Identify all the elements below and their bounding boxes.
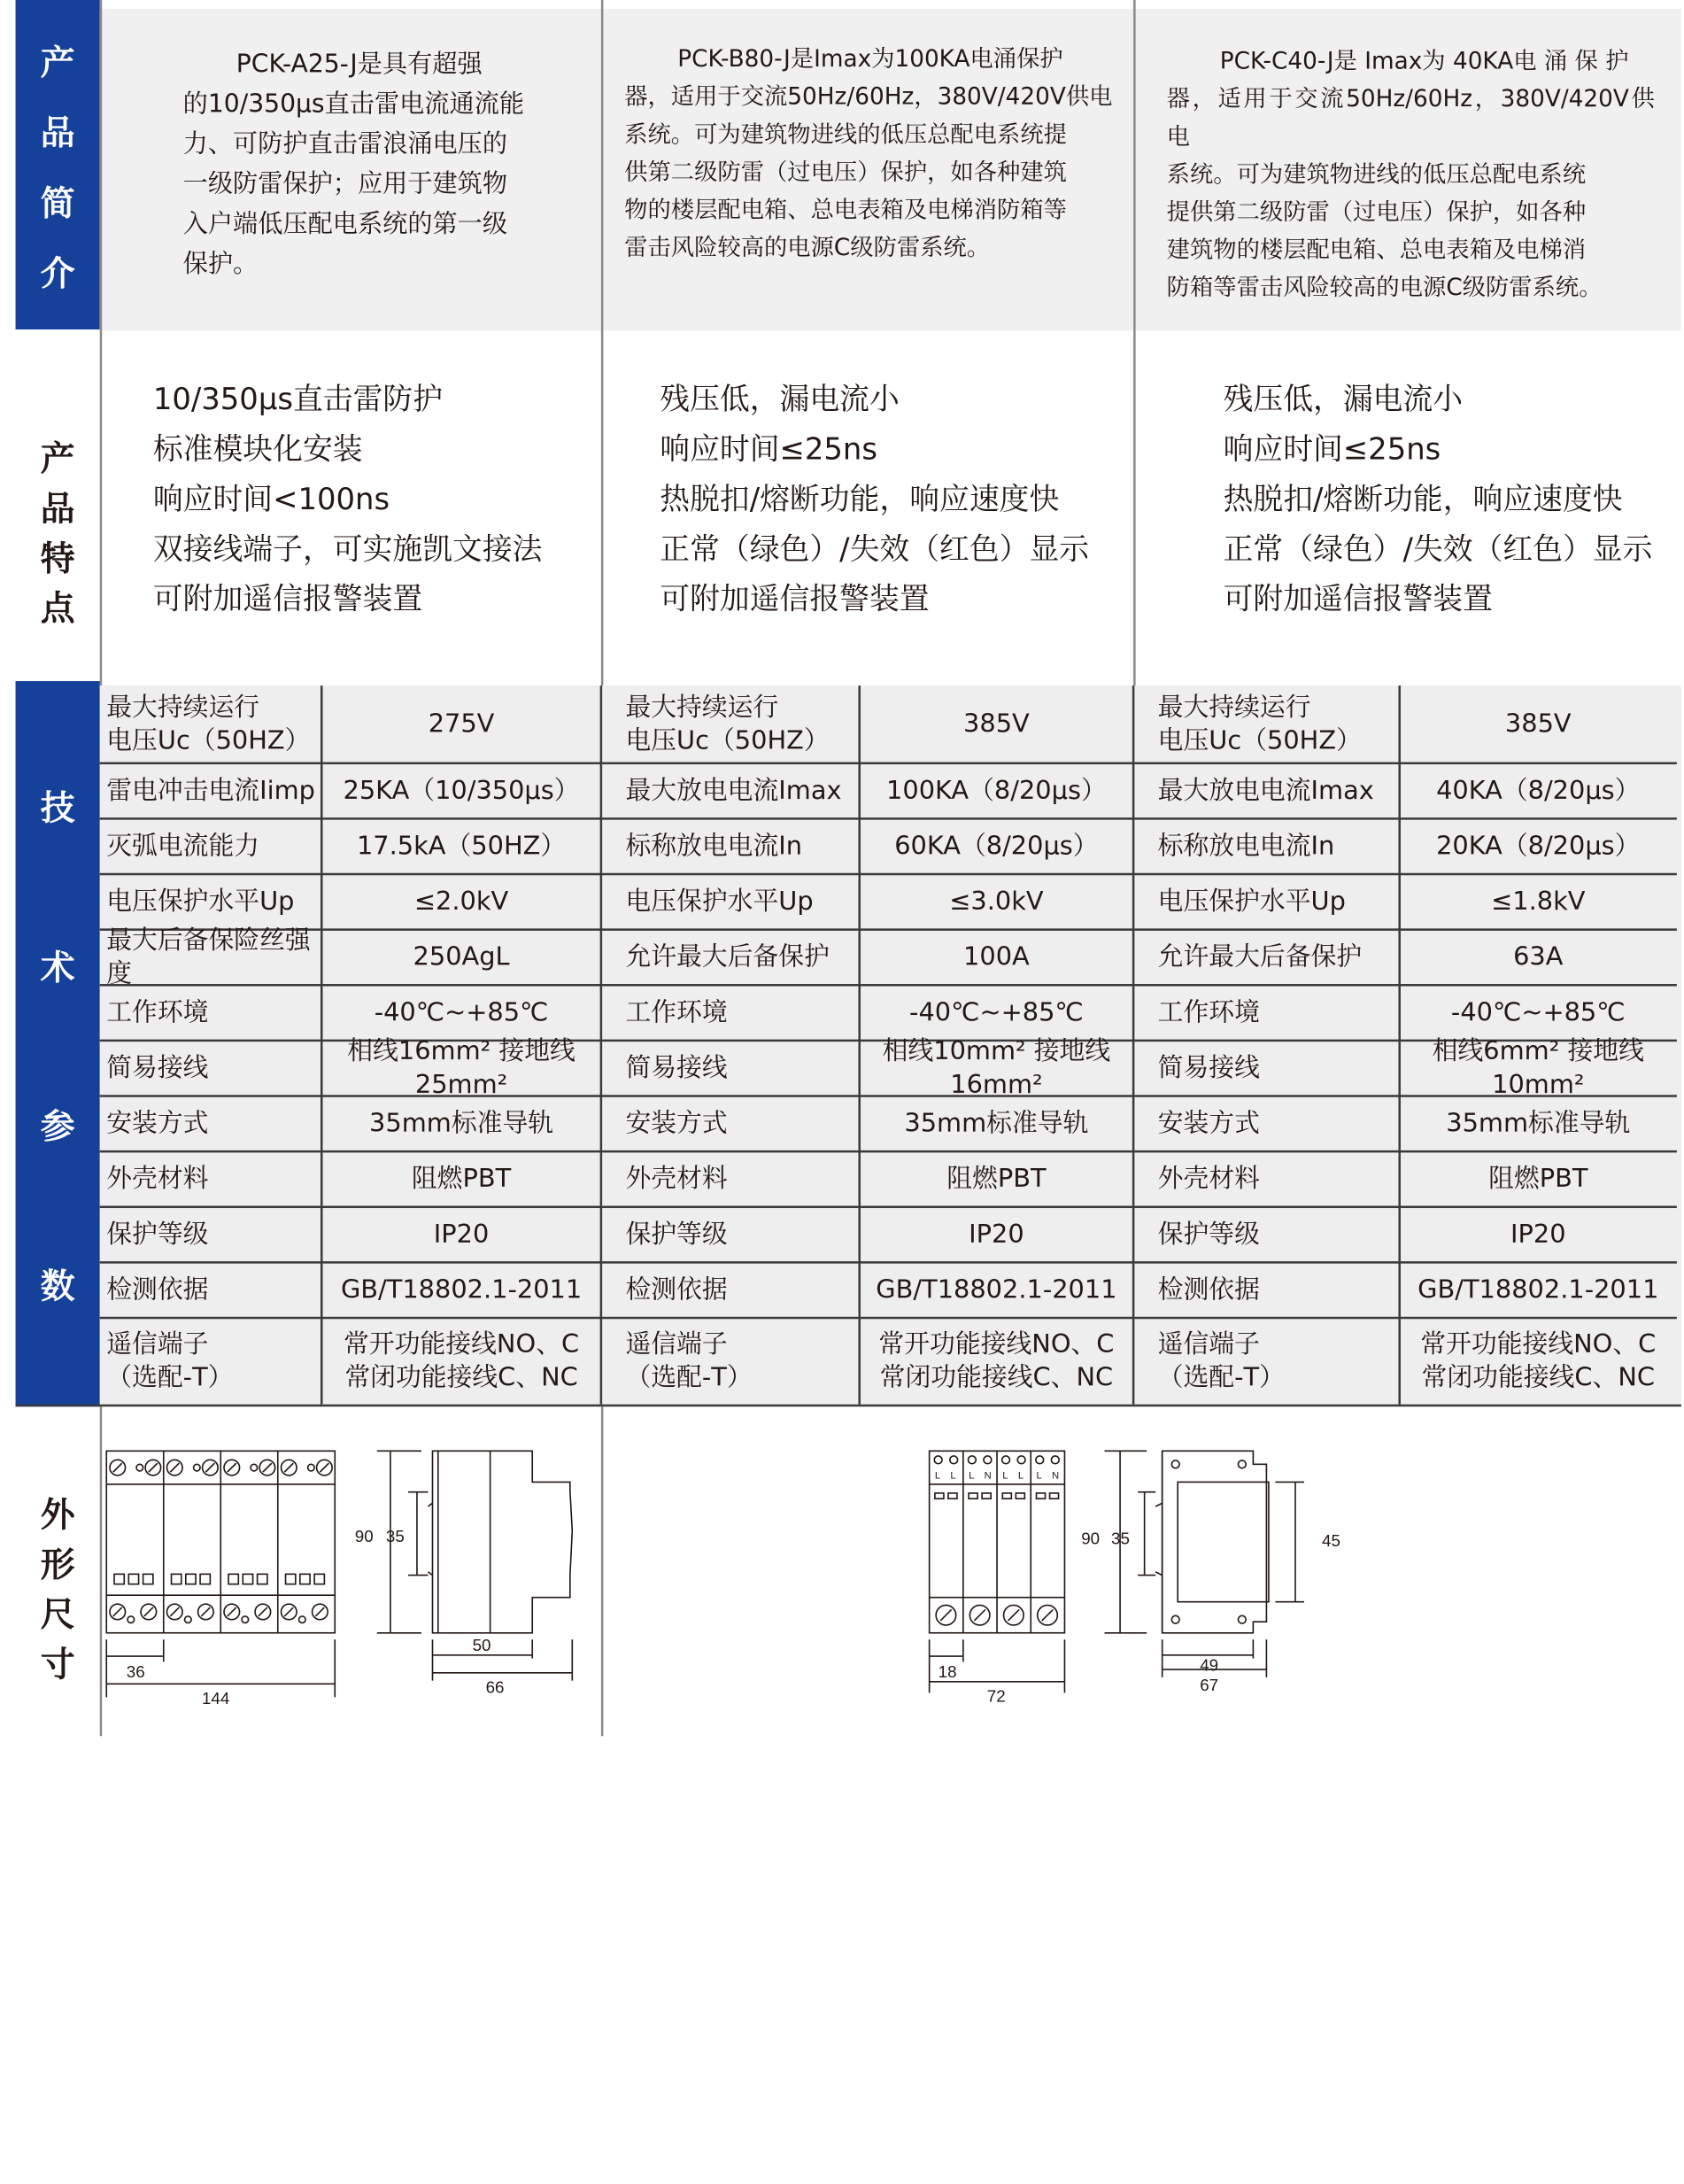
dim-label: 18 [938,1661,957,1681]
dim-label: 66 [485,1677,505,1697]
section-char: 特 [40,538,75,579]
dim-label: 72 [986,1686,1006,1706]
spec-value: GB/T18802.1-2011 [876,1275,1117,1305]
spec-label: 最大持续运行 电压Uc（50HZ） [106,693,311,755]
spec-value: 25KA（10/350μs） [343,776,580,806]
section-char: 品 [40,489,75,530]
spec-label: 遥信端子 （选配-T） [106,1329,234,1392]
spec-label: 最大放电电流Imax [625,776,842,806]
spec-value: 275V [428,709,495,740]
spec-label: 电压保护水平Up [106,887,295,917]
indicator-window [114,1574,124,1584]
spec-value: 阻燃PBT [411,1165,512,1194]
spec-value: ≤2.0kV [413,887,509,917]
terminal-screw [299,1616,306,1623]
intro-text-c [1167,43,1655,306]
spec-value: 20KA（8/20μs） [1436,832,1641,861]
terminal-screw [308,1464,315,1471]
spec-label: 安装方式 [1157,1109,1260,1139]
terminal-label: L [934,1470,941,1482]
intro-line: 器，适用于交流50Hz/60Hz，380V/420V供电 [1166,85,1655,151]
features-c [1224,375,1653,624]
section-char: 形 [40,1545,75,1585]
spec-label: 工作环境 [1157,998,1260,1027]
terminal-screw [127,1616,135,1623]
indicator-window [935,1493,944,1499]
spec-value: 250AgL [413,942,510,972]
terminal-label: L [950,1470,956,1482]
spec-label: 标称放电电流In [1157,832,1335,861]
intro-line: 入户端低压配电系统的第一级 [182,209,508,239]
section-tech [16,681,100,1406]
spec-label: 允许最大后备保护 [1157,942,1363,972]
spec-label: 外壳材料 [106,1165,209,1194]
feature-item: 可附加遥信报警装置 [1223,582,1493,617]
terminal-screw [934,1456,942,1464]
indicator-window [128,1574,138,1584]
section-char: 品 [40,113,75,154]
feature-item: 可附加遥信报警装置 [152,582,423,617]
intro-line: 提供第二级防雷（过电压）保护，如各种 [1166,198,1587,226]
spec-label: 最大放电电流Imax [1157,776,1374,806]
spec-value: 17.5kA（50HZ） [356,832,567,861]
features-a [153,375,543,624]
spec-value: 40KA（8/20μs） [1436,776,1641,806]
spec-value: 常开功能接线NO、C 常闭功能接线C、NC [878,1329,1115,1392]
indicator-window [143,1574,153,1584]
indicator-window [286,1574,296,1584]
intro-line: 雷击风险较高的电源C级防雷系统。 [624,234,991,261]
dimension-drawing-left [100,1431,601,1736]
terminal-label: N [984,1470,992,1482]
spec-value: -40℃~+85℃ [909,998,1084,1027]
spec-label: 工作环境 [625,998,728,1027]
table-bottom-line [16,1405,1681,1407]
intro-line: 的10/350μs直击雷电流通流能 [182,89,525,120]
spec-value: 相线10mm² 接地线16mm² [882,1037,1111,1100]
feature-item: 正常（绿色）/失效（红色）显示 [660,532,1090,568]
indicator-window [969,1493,977,1499]
feature-item: 响应时间≤25ns [1223,432,1441,468]
section-char: 寸 [40,1645,75,1685]
spec-value: 385V [963,709,1030,740]
intro-line: 系统。可为建筑物进线的低压总配电系统 [1166,160,1587,188]
section-intro [16,0,100,329]
section-char: 产 [40,439,75,480]
terminal-screw [1051,1456,1059,1464]
feature-item: 热脱扣/熔断功能，响应速度快 [1223,482,1623,517]
dim-label: 90 [354,1527,374,1546]
spec-label: 安装方式 [106,1109,209,1139]
indicator-window [1050,1493,1059,1499]
feature-item: 热脱扣/熔断功能，响应速度快 [660,482,1060,517]
terminal-label: L [969,1470,975,1482]
section-char: 尺 [40,1595,75,1636]
spec-value: GB/T18802.1-2011 [1417,1275,1659,1305]
dim-label: 36 [126,1661,145,1681]
terminal-screw [1036,1456,1044,1464]
dim-label: 49 [1200,1655,1219,1675]
spec-label: 允许最大后备保护 [625,942,830,972]
intro-line: PCK-C40-J是 Imax为 40KA电 涌 保 护 [1219,47,1629,74]
intro-line: 系统。可为建筑物进线的低压总配电系统提 [624,120,1067,148]
indicator-window [186,1574,196,1584]
section-features [16,430,100,630]
spec-label: 雷电冲击电流Iimp [106,776,315,806]
section-char: 简 [40,183,75,224]
dim-label: 45 [1322,1531,1340,1551]
spec-label: 遥信端子 （选配-T） [625,1329,753,1392]
spec-label: 外壳材料 [625,1165,728,1194]
terminal-screw [984,1456,992,1464]
spec-label: 遥信端子 （选配-T） [1157,1329,1285,1392]
indicator-window [172,1574,182,1584]
feature-item: 响应时间<100ns [152,482,390,517]
feature-item: 可附加遥信报警装置 [660,582,930,617]
spec-value: 阻燃PBT [1488,1165,1588,1194]
section-char: 数 [40,1266,75,1307]
intro-text-b [624,40,1117,267]
intro-line: 物的楼层配电箱、总电表箱及电梯消防箱等 [624,196,1067,223]
spec-value: 100A [963,942,1030,972]
spec-value: IP20 [433,1220,490,1250]
section-char: 术 [40,948,75,988]
spec-label: 简易接线 [625,1053,728,1083]
spec-value: ≤1.8kV [1491,887,1586,917]
spec-value: 100KA（8/20μs） [886,776,1107,806]
terminal-label: L [1017,1470,1024,1482]
terminal-screw [185,1616,192,1623]
terminal-screw [194,1464,201,1471]
spec-label: 电压保护水平Up [1157,887,1346,917]
indicator-window [314,1574,324,1584]
spec-label: 简易接线 [1157,1053,1260,1083]
spec-label: 保护等级 [625,1220,728,1250]
intro-line: 一级防雷保护；应用于建筑物 [182,169,508,199]
indicator-window [258,1574,267,1584]
dim-label: 35 [385,1527,405,1546]
section-char: 点 [40,589,75,630]
spec-value: 相线16mm² 接地线25mm² [347,1037,575,1100]
spec-value: 相线6mm² 接地线10mm² [1432,1037,1644,1100]
section-char: 介 [40,253,75,294]
spec-value: 35mm标准导轨 [904,1109,1089,1139]
indicator-window [1002,1493,1011,1499]
terminal-screw [1002,1456,1010,1464]
indicator-window [243,1574,252,1584]
spec-value: 385V [1504,709,1572,740]
indicator-window [228,1574,238,1584]
spec-label: 最大持续运行 电压Uc（50HZ） [625,693,830,755]
spec-value: 63A [1513,942,1564,972]
dim-label: 90 [1081,1529,1101,1548]
spec-label: 灭弧电流能力 [106,832,260,861]
intro-line: 保护。 [182,249,259,279]
dim-label: 35 [1111,1529,1130,1548]
spec-value: 60KA（8/20μs） [894,832,1099,861]
indicator-window [300,1574,310,1584]
terminal-label: N [1052,1470,1060,1482]
spec-label: 安装方式 [625,1109,728,1139]
terminal-screw [950,1456,958,1464]
indicator-window [982,1493,991,1499]
dim-label: 67 [1200,1675,1219,1694]
indicator-window [1016,1493,1024,1499]
feature-item: 双接线端子，可实施凯文接法 [152,532,543,568]
spec-label: 最大持续运行 电压Uc（50HZ） [1157,693,1362,755]
feature-item: 标准模块化安装 [152,432,363,468]
spec-value: IP20 [969,1220,1024,1250]
section-char: 外 [40,1495,75,1536]
indicator-window [948,1493,957,1499]
intro-line: PCK-B80-J是Imax为100KA电涌保护 [677,45,1063,73]
dim-label: 144 [201,1688,230,1708]
spec-label: 外壳材料 [1157,1165,1260,1194]
intro-line: 器，适用于交流50Hz/60Hz，380V/420V供电 [624,82,1113,111]
spec-value: 35mm标准导轨 [1446,1109,1631,1139]
section-char: 产 [40,43,75,84]
terminal-screw [251,1464,258,1471]
spec-value: 35mm标准导轨 [369,1109,554,1139]
terminal-label: L [1036,1470,1042,1482]
section-char: 技 [40,788,75,829]
spec-value: GB/T18802.1-2011 [340,1275,583,1305]
spec-value: ≤3.0kV [949,887,1044,917]
spec-label: 检测依据 [625,1275,728,1305]
intro-line: 力、可防护直击雷浪涌电压的 [182,129,508,159]
spec-label: 工作环境 [106,998,209,1027]
spec-label: 检测依据 [106,1275,209,1305]
spec-label: 保护等级 [106,1220,209,1250]
spec-value: IP20 [1510,1220,1566,1250]
spec-value: 常开功能接线NO、C 常闭功能接线C、NC [1420,1329,1657,1392]
feature-item: 响应时间≤25ns [660,432,877,468]
dimension-drawing-right [909,1431,1375,1736]
section-dims [16,1486,100,1685]
spec-label: 保护等级 [1157,1220,1260,1250]
spec-value: 常开功能接线NO、C 常闭功能接线C、NC [344,1329,580,1392]
spec-label: 电压保护水平Up [625,887,814,917]
spec-value: 阻燃PBT [946,1165,1047,1194]
spec-value: -40℃~+85℃ [1450,998,1626,1027]
indicator-window [1037,1493,1046,1499]
intro-line: 建筑物的楼层配电箱、总电表箱及电梯消 [1166,236,1587,263]
section-char: 参 [40,1107,75,1148]
spec-label: 标称放电电流In [625,832,803,861]
feature-item: 正常（绿色）/失效（红色）显示 [1223,532,1653,568]
spec-label: 检测依据 [1157,1275,1260,1305]
terminal-screw [968,1456,976,1464]
intro-line: PCK-A25-J是具有超强 [236,50,483,79]
feature-item: 10/350μs直击雷防护 [152,383,444,417]
terminal-screw [136,1464,143,1471]
terminal-screw [242,1616,249,1623]
terminal-screw [1017,1456,1025,1464]
terminal-label: L [1002,1470,1008,1482]
spec-label: 简易接线 [106,1053,209,1083]
intro-text-a [183,44,527,284]
spec-label: 最大后备保险丝强度 [106,925,311,989]
feature-item: 残压低，漏电流小 [660,383,900,417]
dim-label: 50 [472,1635,491,1654]
intro-line: 防箱等雷击风险较高的电源C级防雷系统。 [1166,274,1603,301]
feature-item: 残压低，漏电流小 [1223,383,1464,417]
intro-line: 供第二级防雷（过电压）保护，如各种建筑 [624,159,1067,186]
spec-value: -40℃~+85℃ [374,998,549,1027]
column-divider [1133,0,1136,685]
features-b [660,375,1089,624]
indicator-window [200,1574,210,1584]
